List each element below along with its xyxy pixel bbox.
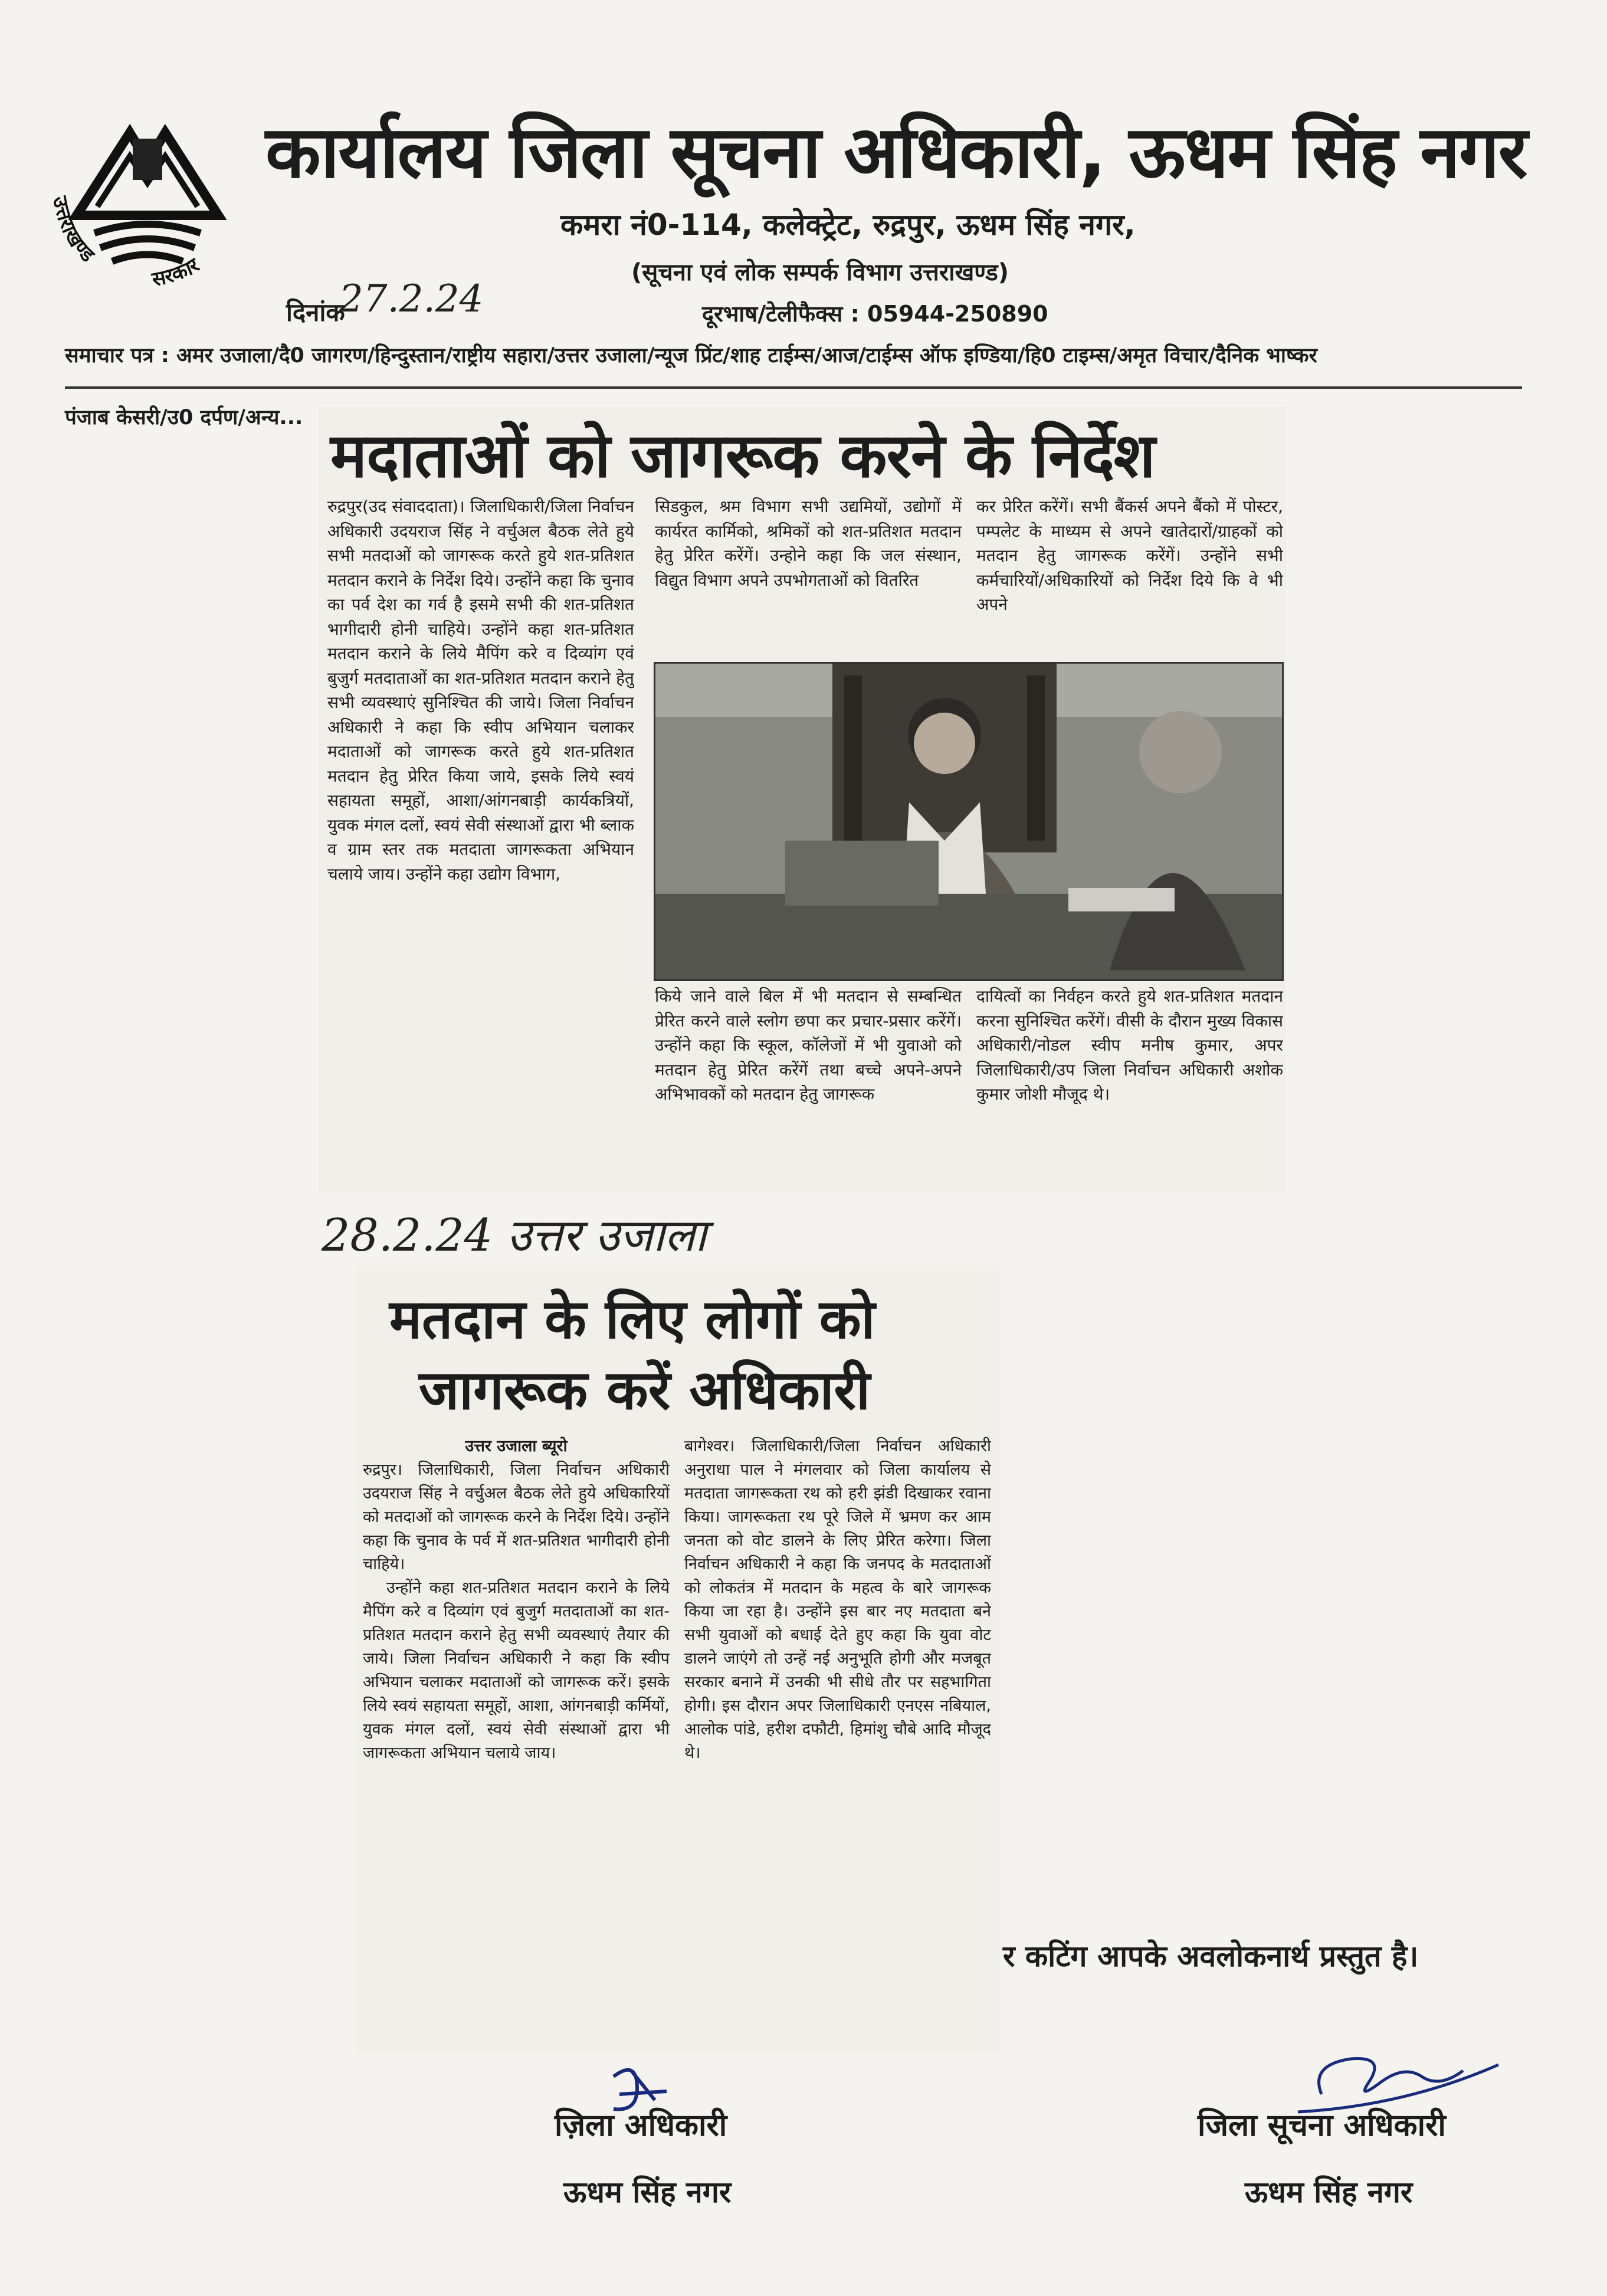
district-magistrate-title: ज़िला अधिकारी bbox=[555, 2108, 727, 2143]
date-label: दिनांक bbox=[286, 298, 345, 327]
information-officer-title: जिला सूचना अधिकारी bbox=[1198, 2108, 1446, 2143]
clipping-1-column-3-bottom: दायित्वों का निर्वहन करते हुये शत-प्रतिशत मतदान करना सुनिश्चित करेंगें। वीसी के दौरान मुख्य विकास अधिकारी/नोडल स्वीप मनीष कुमार, अपर जिलाधिकारी/उप जिला निर्वाचन अधिकारी अशोक कुमार जोशी मौजूद थे। bbox=[976, 986, 1283, 1104]
clipping-2-headline-line-2: जागरूक करें अधिकारी bbox=[419, 1359, 871, 1422]
clipping-2-paragraph-2: उन्होंने कहा शत-प्रतिशत मतदान कराने के लिये मैपिंग करे व दिव्यांग एवं बुजुर्ग मतदाताओं का शत-प्रतिशत मतदान कराने हेतु सभी व्यवस्थाएं तैयार की जाये। जिला निर्वाचन अधिकारी ने कहा कि स्वीप अभियान चलाकर मदाताओं को जागरूक करें। इसके लिये स्वयं सहायता समूहों, आशा, आंगनबाड़ी कर्मियों, युवक मंगल दलों, स्वयं सेवी संस्थाओं द्वारा भी जागरूकता अभियान चलाये जाय। bbox=[363, 1579, 670, 1762]
office-address: कमरा नं0-114, कलेक्ट्रेट, रुद्रपुर, ऊधम सिंह नगर, bbox=[560, 208, 1136, 242]
clipping-2-column-2: बागेश्वर। जिलाधिकारी/जिला निर्वाचन अधिकारी अनुराधा पाल ने मंगलवार को जिला कार्यालय से मतदाता जागरूकता रथ को हरी झंडी दिखाकर रवाना किया। जागरूकता रथ पूरे जिले में भ्रमण कर आम जनता को वोट डालने के लिए प्रेरित करेगा। जिला निर्वाचन अधिकारी ने कहा कि जनपद के मतदाताओं को लोकतंत्र में मतदान के महत्व के बारे जागरूक किया जा रहा है। उन्होंने इस बार नए मतदाता बने सभी युवाओं को बधाई देते हुए कहा कि युवा वोट डालने जाएंगे तो उन्हें नई अनुभूति होगी और मजबूत सरकार बनाने में उनकी भी सीधे तौर पर सहभागिता होगी। इस दौरान अपर जिलाधिकारी एनएस नबियाल, आलोक पांडे, हरीश दफौटी, हिमांशु चौबे आदि मौजूद थे। bbox=[684, 1437, 991, 1762]
clipping-1-column-1: रुद्रपुर(उद संवाददाता)। जिलाधिकारी/जिला निर्वाचन अधिकारी उदयराज सिंह ने वर्चुअल बैठक लेते हुये सभी मतदाओं को जागरूक करते हुये शत-प्रतिशत मतदान कराने के निर्देश दिये। उन्होंने कहा कि चुनाव का पर्व देश का गर्व है इसमे सभी की शत-प्रतिशत भागीदारी होनी चाहिये। उन्होंने कहा शत-प्रतिशत मतदान कराने के लिये मैपिंग करे व दिव्यांग एवं बुजुर्ग मतदाताओं का शत-प्रतिशत मतदान कराने हेतु सभी व्यवस्थाएं सुनिश्चित की जाये। जिला निर्वाचन अधिकारी ने कहा कि स्वीप अभियान चलाकर मदाताओं को जागरूक करते हुये शत-प्रतिशत मतदान हेतु प्रेरित किया जाये, इसके लिये स्वयं सहायता समूहों, आशा/आंगनबाड़ी कार्यकत्रियों, युवक मंगल दलों, स्वयं सेवी संस्थाओं द्वारा भी ब्लाक व ग्राम स्तर तक मतदाता जागरूकता अभियान चलाये जाय। उन्होंने कहा उद्योग विभाग, bbox=[327, 497, 634, 884]
svg-text:उत्तराखण्ड bbox=[48, 194, 100, 268]
clipping-2-headline-line-1: मतदान के लिए लोगों को bbox=[389, 1288, 875, 1351]
logo-text-right: सरकार bbox=[150, 253, 204, 292]
forwarding-note: र कटिंग आपके अवलोकनार्थ प्रस्तुत है। bbox=[1003, 1939, 1419, 1973]
clipping-1-column-2-bottom: किये जाने वाले बिल में भी मतदान से सम्बन्धित प्रेरित करने वाले स्लोग छपा कर प्रचार-प्रसार करेंगें। उन्होंने कहा कि स्कूल, कॉलेजों में भी युवाओ को मतदान हेतु प्रेरित करेंगें तथा बच्चे अपने-अपने अभिभावकों को मतदान हेतु जागरूक bbox=[655, 986, 962, 1104]
clipping-2-paragraph-1: रुद्रपुर। जिलाधिकारी, जिला निर्वाचन अधिकारी उदयराज सिंह ने वर्चुअल बैठक लेते हुये अधिकारियों को मतदाओं को जागरूक करने के निर्देश दिये। उन्होंने कहा कि चुनाव के पर्व में शत-प्रतिशत भागीदारी होनी चाहिये। bbox=[363, 1461, 670, 1573]
uttarakhand-government-logo bbox=[41, 97, 254, 292]
clipping-1-headline: मदाताओं को जागरूक करने के निर्देश bbox=[330, 419, 1155, 491]
phone-line: दूरभाष/टेलीफैक्स : 05944-250890 bbox=[702, 301, 1048, 327]
newspaper-list-line-1: समाचार पत्र : अमर उजाला/दै0 जागरण/हिन्दुस्तान/राष्ट्रीय सहारा/उत्तर उजाला/न्यूज प्रिंट/शाह टाईम्स/आज/टाईम्स ऑफ इण्डिया/हि0 टाइम्स/अमृत विचार/दैनिक भाष्कर bbox=[65, 344, 1317, 368]
newspaper-list-line-2: पंजाब केसरी/उ0 दर्पण/अन्य... bbox=[65, 406, 303, 429]
logo-text-left: उत्तराखण्ड bbox=[48, 194, 99, 267]
meeting-photo bbox=[654, 662, 1284, 981]
department-line: (सूचना एवं लोक सम्पर्क विभाग उत्तराखण्ड) bbox=[631, 259, 1009, 286]
clipping-2-byline: उत्तर उजाला ब्यूरो bbox=[465, 1437, 568, 1455]
clipping-1-column-2-top: सिडकुल, श्रम विभाग सभी उद्यमियों, उद्योगों में कार्यरत कार्मिको, श्रमिकों को शत-प्रतिशत मतदान हेतु प्रेरित करेंगें। उन्होने कहा कि जल संस्थान, विद्युत विभाग अपने उपभोगताओं को वितरित bbox=[655, 497, 962, 590]
handwritten-source-note: 28.2.24 उत्तर उजाला bbox=[322, 1209, 707, 1261]
clipping-2-column-1 bbox=[363, 1435, 670, 2039]
district-magistrate-place: ऊधम सिंह नगर bbox=[563, 2175, 732, 2209]
clipping-1-column-3-top: कर प्रेरित करेंगें। सभी बैंकर्स अपने बैंको में पोस्टर, पम्पलेट के माध्यम से अपने खातेदारों/ग्राहकों को मतदान हेतु जागरूक करेंगें। उन्होंने सभी कर्मचारियों/अधिकारियों को निर्देश दिये कि वे भी अपने bbox=[976, 497, 1283, 614]
information-officer-place: ऊधम सिंह नगर bbox=[1245, 2175, 1413, 2209]
handwritten-date: 27.2.24 bbox=[339, 277, 484, 321]
header-divider bbox=[65, 386, 1522, 389]
office-title: कार्यालय जिला सूचना अधिकारी, ऊधम सिंह नगर bbox=[265, 110, 1527, 194]
